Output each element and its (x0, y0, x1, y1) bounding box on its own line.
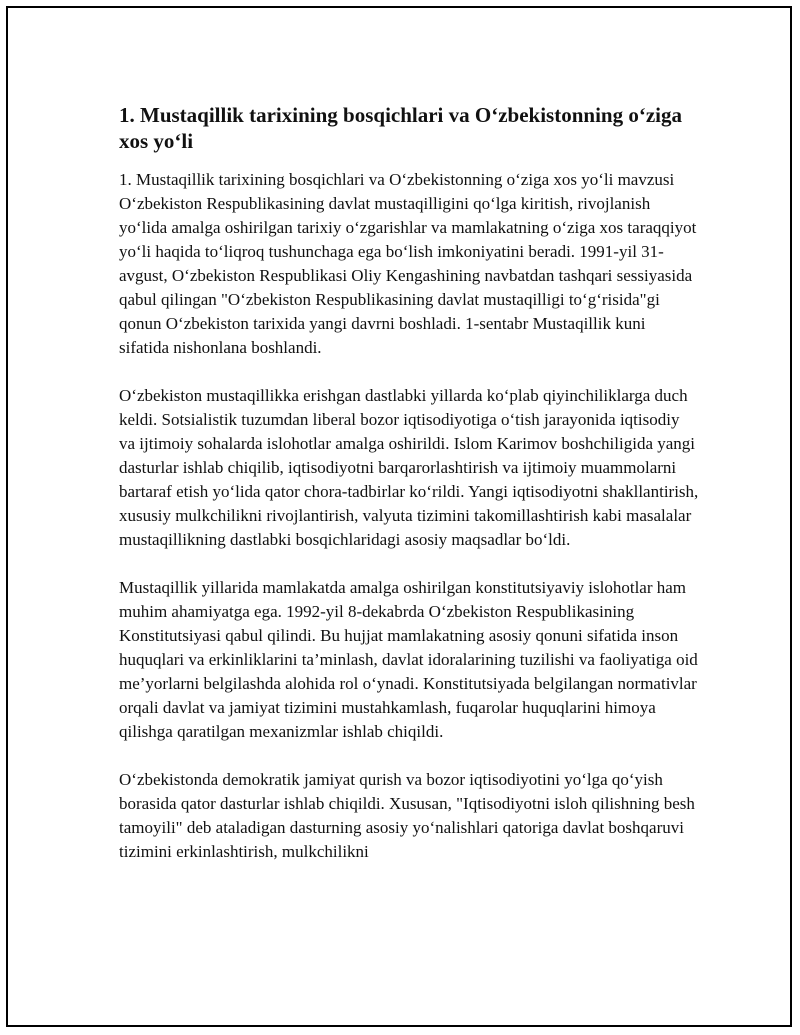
paragraph-4: O‘zbekistonda demokratik jamiyat qurish va bozor iqtisodiyotini yo‘lga qo‘yish borasida qator dasturlar ishlab chiqildi. Xususan, "Iqtisodiyotni isloh qilishning besh tamoyili" deb ataladigan dasturning asosiy yo‘nalishlari qatoriga davlat boshqaruvi tizimini erkinlashtirish, mulkchilikni (119, 770, 695, 861)
paragraph-2: O‘zbekiston mustaqillikka erishgan dastlabki yillarda ko‘plab qiyinchiliklarga duch keldi. Sotsialistik tuzumdan liberal bozor iqtisodiyotiga o‘tish jarayonida iqtisodiy va ijtimoiy sohalarda islohotlar amalga oshirildi. Islom Karimov boshchiligida yangi dasturlar ishlab chiqilib, iqtisodiyotni barqarorlashtirish va ijtimoiy muammolarni bartaraf etish yo‘lida qator chora-tadbirlar ko‘rildi. Yangi iqtisodiyotni shakllantirish, xususiy mulkchilikni rivojlantirish, valyuta tizimini takomillashtirish kabi masalalar mustaqillikning dastlabki bosqichlaridagi asosiy maqsadlar bo‘ldi. (119, 386, 699, 549)
paragraph-3: Mustaqillik yillarida mamlakatda amalga oshirilgan konstitutsiyaviy islohotlar ham muhim ahamiyatga ega. 1992-yil 8-dekabrda O‘zbekiston Respublikasining Konstitutsiyasi qabul qilindi. Bu hujjat mamlakatning asosiy qonuni sifatida inson huquqlari va erkinliklarini ta’minlash, davlat idoralarining tuzilishi va faoliyatiga oid me’yorlarni belgilashda alohida rol o‘ynadi. Konstitutsiyada belgilangan normativlar orqali davlat va jamiyat tizimini mustahkamlash, fuqarolar huquqlarini himoya qilishga qaratilgan mexanizmlar ishlab chiqildi. (119, 578, 698, 741)
document-title: 1. Mustaqillik tarixining bosqichlari va O‘zbekistonning o‘ziga xos yo‘li (119, 103, 682, 153)
document-body (119, 102, 699, 888)
paragraph-1: 1. Mustaqillik tarixining bosqichlari va O‘zbekistonning o‘ziga xos yo‘li mavzusi O‘zbekiston Respublikasining davlat mustaqilligini qo‘lga kiritish, rivojlanish yo‘lida amalga oshirilgan tarixiy o‘zgarishlar va mamlakatning o‘ziga xos taraqqiyot yo‘li haqida to‘liqroq tushunchaga ega bo‘lish imkoniyatini beradi. 1991-yil 31-avgust, O‘zbekiston Respublikasi Oliy Kengashining navbatdan tashqari sessiyasida qabul qilingan "O‘zbekiston Respublikasining davlat mustaqilligi to‘g‘risida"gi qonun O‘zbekiston tarixida yangi davrni boshladi. 1-sentabr Mustaqillik kuni sifatida nishonlana boshlandi. (119, 170, 697, 357)
page-frame (6, 6, 792, 1027)
